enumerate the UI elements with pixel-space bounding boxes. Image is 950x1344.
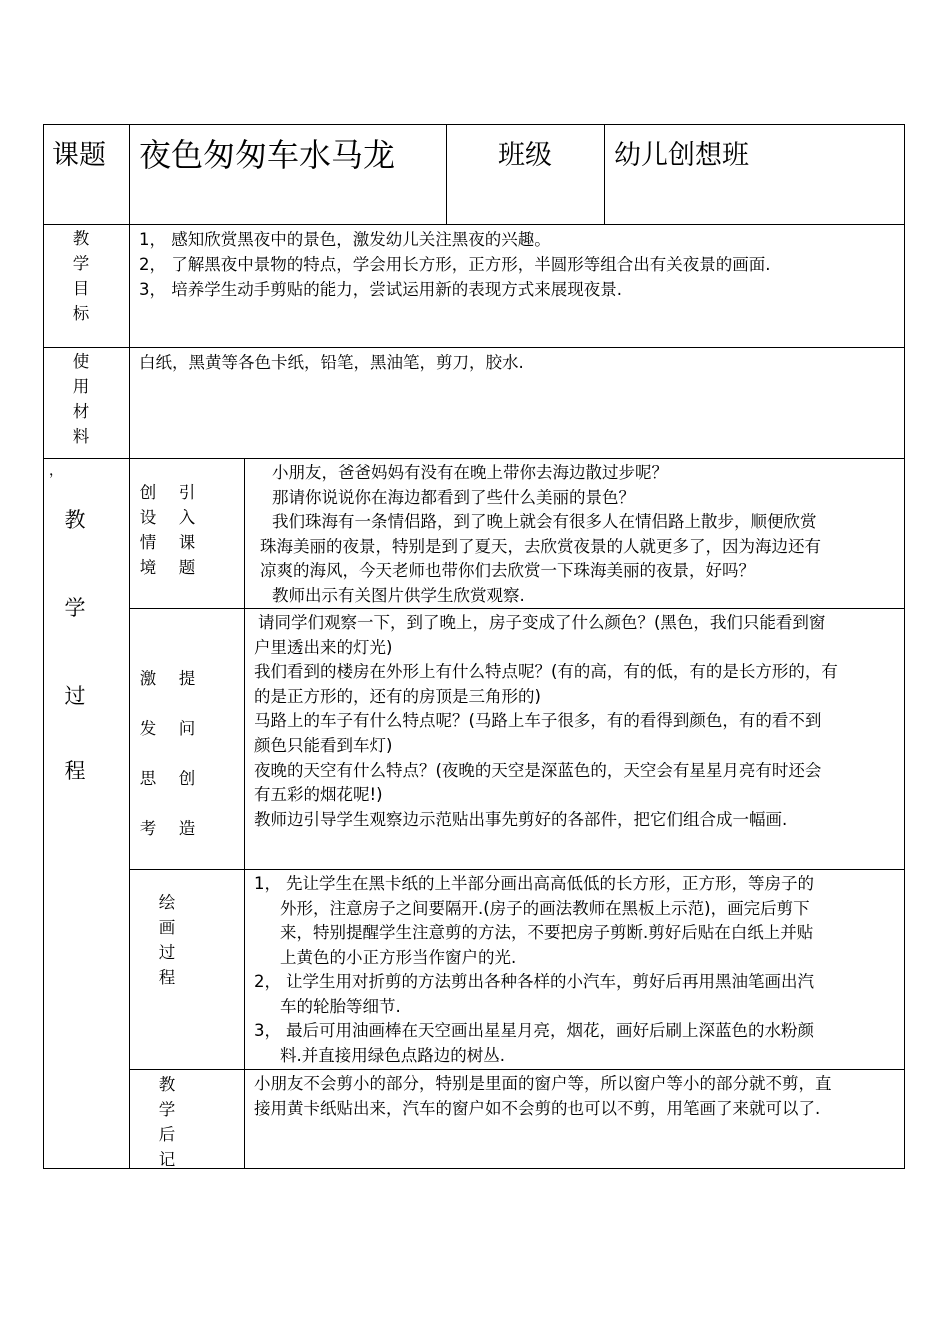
class-value: 幼儿创想班 xyxy=(614,140,749,171)
row-sep-goals xyxy=(43,347,905,348)
text-line: 教师边引导学生观察边示范贴出事先剪好的各部件，把它们组合成一幅画. xyxy=(254,809,788,829)
section2-label-col2: 提 问 创 造 xyxy=(178,669,196,838)
section3-label: 绘 画 过 程 xyxy=(158,893,176,987)
goal-line: 3， 培养学生动手剪贴的能力，尝试运用新的表现方式来展现夜景. xyxy=(139,280,622,299)
text-line: 小朋友不会剪小的部分，特别是里面的窗户等，所以窗户等小的部分就不剪，直 xyxy=(254,1074,832,1093)
materials-label: 使 用 材 料 xyxy=(72,352,90,446)
goals-list xyxy=(139,227,771,302)
step-number: 3， xyxy=(254,1021,281,1040)
text-line: 有五彩的烟花呢!) xyxy=(254,785,383,805)
text-line: 接用黄卡纸贴出来，汽车的窗户如不会剪的也可以不剪，用笔画了来就可以了. xyxy=(254,1098,821,1118)
text-line: 教师出示有关图片供学生欣赏观察. xyxy=(272,585,525,605)
text-line: 户里透出来的灯光) xyxy=(254,637,393,657)
section4-label: 教 学 后 记 xyxy=(158,1075,176,1169)
topic-label: 课题 xyxy=(52,140,106,171)
text-line: 的是正方形的，还有的房顶是三角形的) xyxy=(254,686,541,706)
class-label: 班级 xyxy=(498,140,552,171)
border-left xyxy=(43,124,44,1169)
section1-text xyxy=(260,461,821,609)
goal-line: 1， 感知欣赏黑夜中的景色，激发幼儿关注黑夜的兴趣。 xyxy=(139,230,551,249)
step-number: 2， xyxy=(254,972,281,991)
text-line: 凉爽的海风，今天老师也带你们去欣赏一下珠海美丽的夜景，好吗？ xyxy=(260,561,755,581)
step-number: 1， xyxy=(254,874,281,893)
topic-value: 夜色匆匆车水马龙 xyxy=(139,136,396,174)
text-line: 珠海美丽的夜景，特别是到了夏天，去欣赏夜景的人就更多了，因为海边还有 xyxy=(260,536,821,556)
goal-line: 2， 了解黑夜中景物的特点，学会用长方形，正方形，半圆形等组合出有关夜景的画面. xyxy=(139,255,771,274)
text-line: 那请你说说你在海边都看到了些什么美丽的景色？ xyxy=(272,487,635,507)
col-line-label xyxy=(129,124,130,1169)
text-line: 马路上的车子有什么特点呢？(马路上车子很多，有的看得到颜色，有的看不到 xyxy=(254,711,822,731)
process-label: 教 学 过 程 xyxy=(64,508,86,783)
row-sep-header xyxy=(43,224,905,225)
stray-mark: ， xyxy=(49,463,63,479)
border-right xyxy=(904,124,905,1169)
step-text: 最后可用油画棒在天空画出星星月亮，烟花，画好后刷上深蓝色的水粉颜 料.并直接用绿色点路边的树丛. xyxy=(280,1021,814,1065)
materials-text: 白纸，黑黄等各色卡纸，铅笔，黑油笔，剪刀，胶水. xyxy=(139,353,524,372)
goals-label: 教 学 目 标 xyxy=(72,229,90,323)
col-line-class-value xyxy=(604,124,605,224)
section1-label-col1: 创 设 情 境 xyxy=(139,483,157,577)
step-text: 让学生用对折剪的方法剪出各种各样的小汽车，剪好后再用黑油笔画出汽 车的轮胎等细节. xyxy=(280,972,814,1016)
text-line: 请同学们观察一下，到了晚上，房子变成了什么颜色？(黑色，我们只能看到窗 xyxy=(258,613,826,632)
subrow-sep-2 xyxy=(129,869,905,870)
text-line: 我们看到的楼房在外形上有什么特点呢？(有的高，有的低，有的是长方形的，有 xyxy=(254,662,838,682)
text-line: 我们珠海有一条情侣路，到了晚上就会有很多人在情侣路上散步，顺便欣赏 xyxy=(272,512,817,532)
text-line: 小朋友，爸爸妈妈有没有在晚上带你去海边散过步呢？ xyxy=(272,463,668,482)
subrow-sep-3 xyxy=(129,1069,905,1070)
border-top xyxy=(43,124,905,125)
section2-label-col1: 激 发 思 考 xyxy=(139,669,157,838)
text-line: 颜色只能看到车灯) xyxy=(254,735,393,755)
section4-text xyxy=(254,1072,832,1121)
section1-label-col2: 引 入 课 题 xyxy=(178,483,196,577)
text-line: 夜晚的天空有什么特点？(夜晚的天空是深蓝色的，天空会有星星月亮有时还会 xyxy=(254,760,822,780)
row-sep-materials xyxy=(43,458,905,459)
col-line-sublabel xyxy=(244,458,245,1169)
step-text: 先让学生在黑卡纸的上半部分画出高高低低的长方形，正方形，等房子的 外形，注意房子之间要隔开.(房子的画法教师在黑板上示范)，画完后剪下 来，特别提醒学生注意剪的方法，不要把房子剪断.剪好后贴在白纸上并贴 上黄色的小正方形当作窗户的光. xyxy=(280,874,814,967)
section2-text xyxy=(254,611,838,832)
col-line-class-label xyxy=(446,124,447,224)
